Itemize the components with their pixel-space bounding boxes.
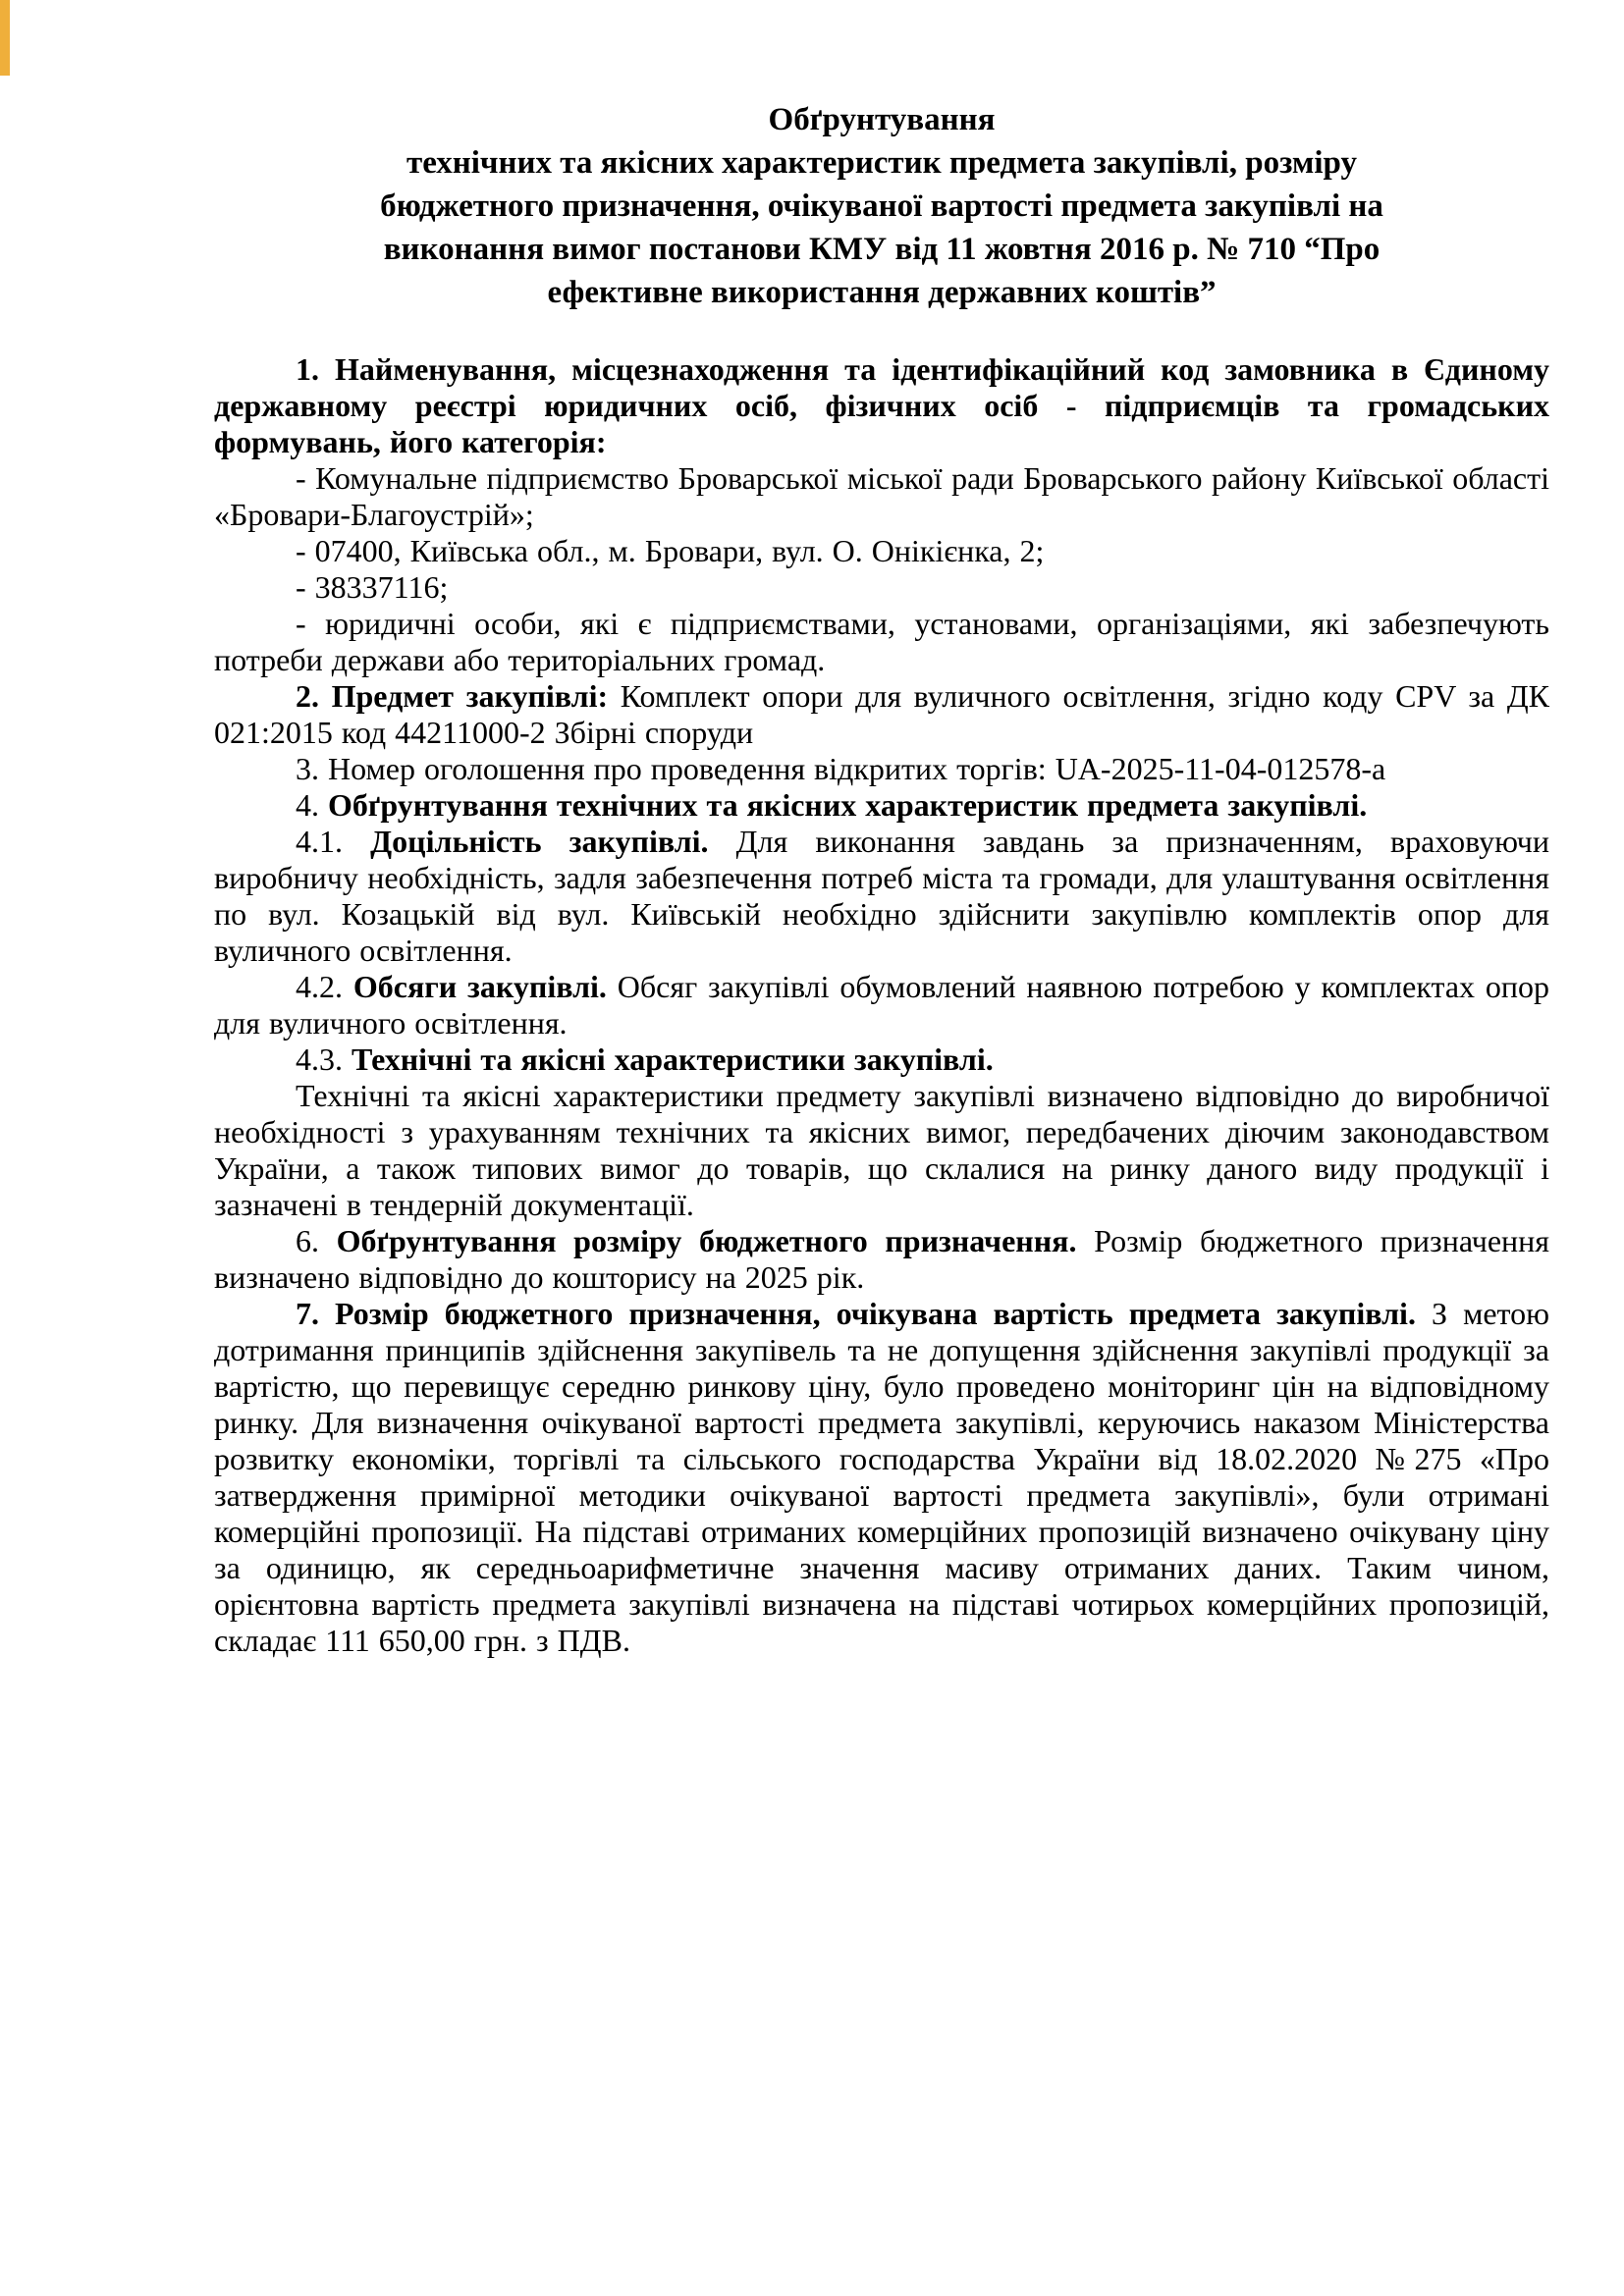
paragraph-run: 6. — [296, 1223, 337, 1258]
paragraph-run: 4.3. — [296, 1041, 352, 1077]
document-title — [214, 98, 1549, 314]
paragraph-run: 3. Номер оголошення про проведення відкритих торгів: UA-2025-11-04-012578-a — [296, 751, 1386, 786]
paragraph-run: 4.2. — [296, 969, 353, 1004]
paragraph — [214, 1078, 1549, 1223]
paragraph-run: Розмір бюджетного призначення визначено відповідно до кошторису на 2025 рік. — [214, 1223, 1550, 1295]
paragraph-run-bold: Обґрунтування розміру бюджетного призначення. — [336, 1223, 1077, 1258]
paragraph — [214, 460, 1549, 533]
document-body — [214, 351, 1549, 1659]
paragraph — [214, 351, 1549, 460]
paragraph — [214, 787, 1549, 824]
paragraph-run: - Комунальне підприємство Броварської міської ради Броварського району Київської області «Бровари-Благоустрій»; — [214, 460, 1549, 532]
title-line: бюджетного призначення, очікуваної вартості предмета закупівлі на — [380, 188, 1383, 224]
paragraph-run: - юридичні особи, які є підприємствами, установами, організаціями, які забезпечують потреби держави або територіальних громад. — [214, 606, 1549, 677]
title-line: технічних та якісних характеристик предмета закупівлі, розміру — [406, 145, 1357, 181]
paragraph-run: Технічні та якісні характеристики предмету закупівлі визначено відповідно до виробничої необхідності з урахуванням технічних та якісних вимог, передбачених діючим законодавством України, а також типових вимог до товарів, що склалися на ринку даного виду продукції і зазначені в тендерній документації. — [214, 1078, 1549, 1222]
paragraph — [214, 533, 1549, 569]
title-line: Обґрунтування — [768, 102, 996, 137]
paragraph — [214, 569, 1549, 606]
paragraph — [214, 824, 1549, 969]
paragraph-run: - 07400, Київська обл., м. Бровари, вул. О. Онікієнка, 2; — [296, 533, 1045, 568]
paragraph-run-bold: Технічні та якісні характеристики закупівлі. — [352, 1041, 994, 1077]
paragraph-run: Для виконання завдань за призначенням, враховуючи виробничу необхідність, задля забезпечення потреб міста та громади, для улаштування освітлення по вул. Козацькій від вул. Київській необхідно здійснити закупівлю комплектів опор для вуличного освітлення. — [214, 824, 1550, 968]
paragraph — [214, 678, 1549, 751]
paragraph — [214, 1296, 1549, 1659]
paragraph-run-bold: Доцільність закупівлі. — [370, 824, 709, 859]
paragraph-run: З метою дотримання принципів здійснення закупівель та не допущення здійснення закупівлі продукції за вартістю, що перевищує середню ринкову ціну, було проведено моніторинг цін на відповідному ринку. Для визначення очікуваної вартості предмета закупівлі, керуючись наказом Міністерства розвитку економіки, торгівлі та сільського господарства України від 18.02.2020 №275 «Про затвердження примірної методики очікуваної вартості предмета закупівлі», були отримані комерційні пропозиції. На підставі отриманих комерційних пропозицій визначено очікувану ціну за одиницю, як середньоарифметичне значення масиву отриманих даних. Таким чином, орієнтовна вартість предмета закупівлі визначена на підставі чотирьох комерційних пропозицій, складає 111 650,00 грн. з ПДВ. — [214, 1296, 1550, 1658]
highlight-bar — [0, 0, 10, 76]
title-line: виконання вимог постанови КМУ від 11 жовтня 2016 р. № 710 “Про — [383, 232, 1380, 267]
paragraph-run-bold: Обсяги закупівлі. — [352, 969, 607, 1004]
paragraph-run-bold: Обґрунтування технічних та якісних характеристик предмета закупівлі. — [328, 787, 1368, 823]
document-content — [214, 98, 1549, 1659]
paragraph — [214, 751, 1549, 787]
paragraph-run: 4.1. — [296, 824, 371, 859]
paragraph-run-bold: 1. Найменування, місцезнаходження та ідентифікаційний код замовника в Єдиному державному реєстрі юридичних осіб, фізичних осіб - підприємців та громадських формувань, його категорія: — [214, 351, 1549, 459]
paragraph-run: 4. — [296, 787, 328, 823]
paragraph — [214, 969, 1549, 1041]
paragraph-run-bold: 7. Розмір бюджетного призначення, очікувана вартість предмета закупівлі. — [296, 1296, 1416, 1331]
paragraph — [214, 1223, 1549, 1296]
paragraph — [214, 606, 1549, 678]
paragraph-run-bold: 2. Предмет закупівлі: — [296, 678, 609, 714]
paragraph — [214, 1041, 1549, 1078]
paragraph-run: Обсяг закупівлі обумовлений наявною потребою у комплектах опор для вуличного освітлення. — [214, 969, 1550, 1041]
paragraph-run: Комплект опори для вуличного освітлення, згідно коду CPV за ДК 021:2015 код 44211000-2 Збірні споруди — [214, 678, 1550, 750]
title-line: ефективне використання державних коштів” — [547, 275, 1217, 310]
paragraph-run: - 38337116; — [296, 569, 449, 605]
